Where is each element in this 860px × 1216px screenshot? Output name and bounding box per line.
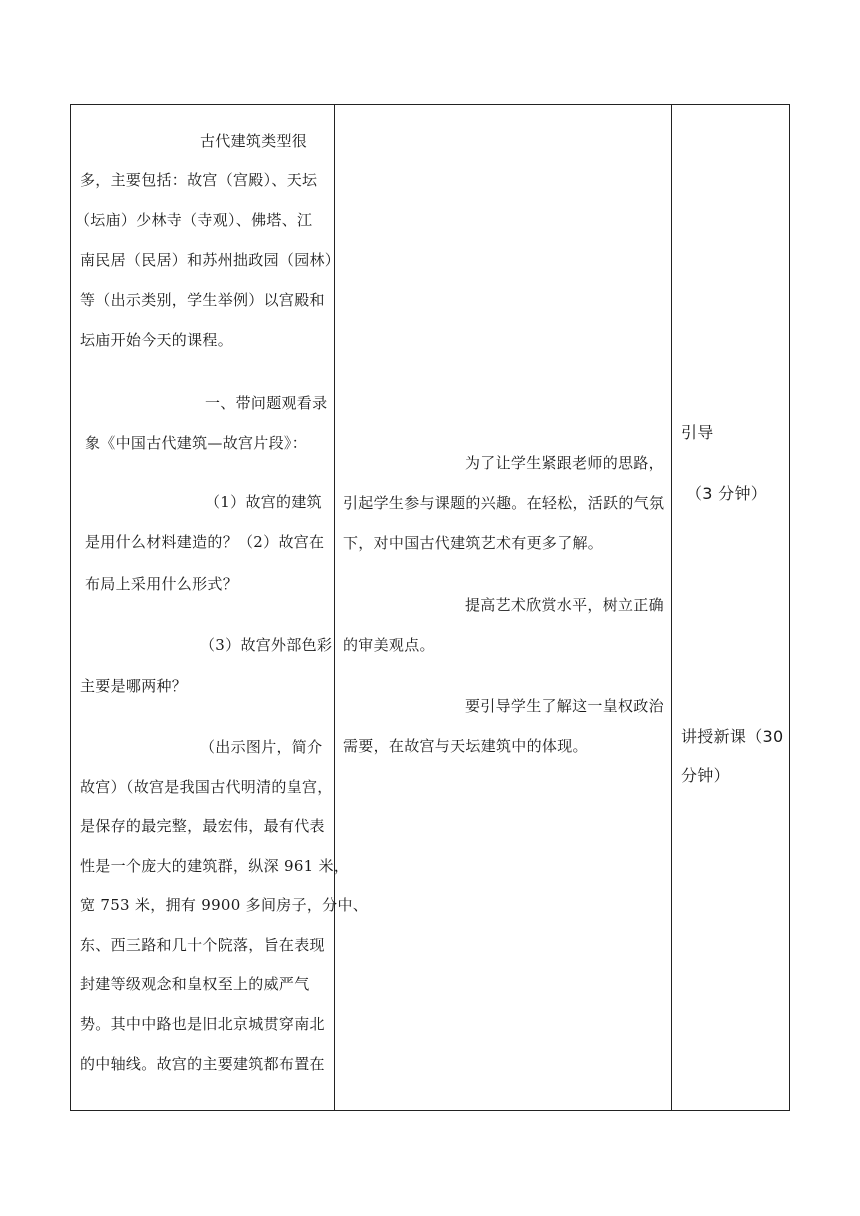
content-line: 象《中国古代建筑—故宫片段》： — [85, 434, 308, 452]
content-line: （3）故宫外部色彩 — [200, 636, 333, 654]
column-divider — [671, 105, 672, 1110]
content-line: 封建等级观念和皇权至上的威严气 — [80, 975, 310, 993]
content-line: 一、带问题观看录 — [205, 394, 328, 412]
content-line: 等（出示类别，学生举例）以宫殿和 — [80, 291, 325, 309]
content-line: 多，主要包括：故宫（宫殿）、天坛 — [80, 171, 318, 189]
content-line: （坛庙）少林寺（寺观）、佛塔、江 — [75, 211, 313, 229]
intent-line: 下，对中国古代建筑艺术有更多了解。 — [343, 534, 604, 552]
content-line: （1）故宫的建筑 — [205, 493, 322, 511]
stage-duration: 分钟） — [681, 766, 730, 785]
intent-line: 引起学生参与课题的兴趣。在轻松，活跃的气氛 — [343, 494, 665, 512]
stage-label: 讲授新课（30 — [681, 727, 784, 746]
content-line: 势。其中中路也是旧北京城贯穿南北 — [80, 1015, 325, 1033]
content-line: 南民居（民居）和苏州拙政园（园林） — [80, 251, 341, 269]
intent-line: 要引导学生了解这一皇权政治 — [465, 697, 664, 715]
intent-line: 需要，在故宫与天坛建筑中的体现。 — [343, 737, 588, 755]
content-line: 东、西三路和几十个院落，旨在表现 — [80, 936, 325, 954]
content-line: 是保存的最完整，最宏伟，最有代表 — [80, 817, 325, 835]
content-line: 故宫）（故宫是我国古代明清的皇宫， — [80, 778, 333, 796]
content-line: 古代建筑类型很 — [200, 132, 308, 150]
content-line: 的中轴线。故宫的主要建筑都布置在 — [80, 1055, 325, 1073]
stage-duration: （3 分钟） — [686, 484, 768, 503]
content-line: 宽 753 米，拥有 9900 多间房子，分中、 — [80, 896, 369, 914]
content-line: 主要是哪两种？ — [80, 677, 188, 695]
intent-line: 为了让学生紧跟老师的思路， — [465, 454, 664, 472]
intent-line: 的审美观点。 — [343, 636, 435, 654]
content-line: 是用什么材料建造的？（2）故宫在 — [85, 533, 325, 551]
content-line: 布局上采用什么形式？ — [85, 575, 239, 593]
intent-line: 提高艺术欣赏水平，树立正确 — [465, 596, 664, 614]
stage-label: 引导 — [681, 423, 714, 442]
content-line: 性是一个庞大的建筑群，纵深 961 米， — [80, 857, 350, 875]
content-line: （出示图片，简介 — [200, 738, 323, 756]
content-line: 坛庙开始今天的课程。 — [80, 331, 234, 349]
